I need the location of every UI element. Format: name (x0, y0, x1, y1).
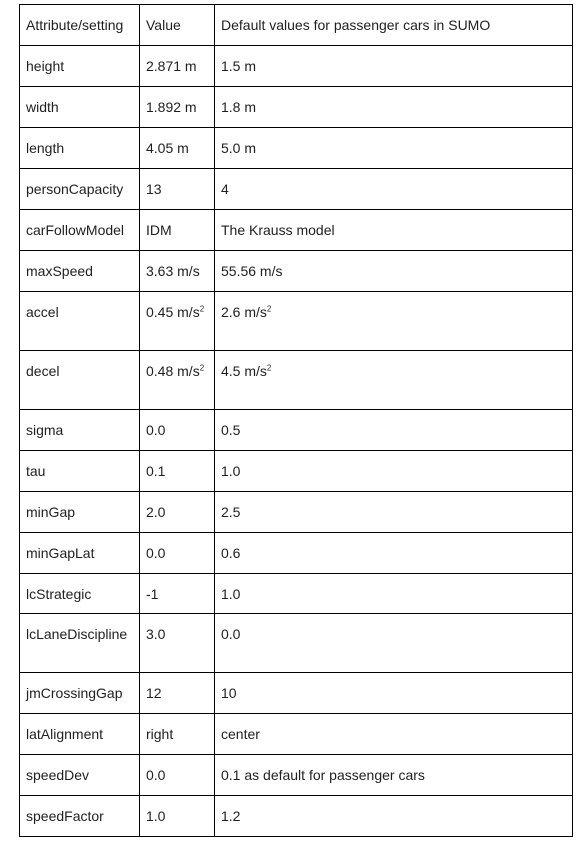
header-row (20, 5, 573, 46)
value-exponent: 2 (199, 304, 205, 314)
attribute-cell: speedDev (20, 755, 140, 796)
attribute-cell: jmCrossingGap (20, 673, 140, 714)
attribute-cell: lcLaneDiscipline (20, 614, 140, 673)
default-cell: 1.0 (215, 574, 573, 614)
value-cell (140, 351, 215, 410)
attribute-cell: latAlignment (20, 714, 140, 755)
table-row (20, 46, 573, 87)
table-row (20, 492, 573, 533)
value-cell (140, 292, 215, 351)
table-row (20, 210, 573, 251)
default-cell: 4 (215, 169, 573, 210)
value-cell: 2.0 (140, 492, 215, 533)
table-row (20, 451, 573, 492)
default-cell: 1.8 m (215, 87, 573, 128)
value-cell: 12 (140, 673, 215, 714)
default-exponent: 2 (266, 363, 272, 373)
default-cell: 1.2 (215, 796, 573, 837)
default-text: 4.5 m/s (221, 363, 267, 379)
value-cell: IDM (140, 210, 215, 251)
default-cell: 5.0 m (215, 128, 573, 169)
table-row (20, 351, 573, 410)
value-cell: 0.0 (140, 410, 215, 451)
attribute-cell: height (20, 46, 140, 87)
attribute-cell: minGap (20, 492, 140, 533)
table-row (20, 673, 573, 714)
value-cell: 3.63 m/s (140, 251, 215, 292)
value-text: 0.45 m/s (146, 304, 200, 320)
table-row (20, 410, 573, 451)
default-cell: 2.5 (215, 492, 573, 533)
attribute-cell: length (20, 128, 140, 169)
default-cell: 0.0 (215, 614, 573, 673)
value-text: 0.48 m/s (146, 363, 200, 379)
attribute-cell: carFollowModel (20, 210, 140, 251)
default-cell (215, 351, 573, 410)
default-cell (215, 292, 573, 351)
value-cell: 0.0 (140, 533, 215, 574)
attribute-cell: tau (20, 451, 140, 492)
table-row (20, 292, 573, 351)
value-cell: 3.0 (140, 614, 215, 673)
default-cell: 10 (215, 673, 573, 714)
value-cell: -1 (140, 574, 215, 614)
table-row (20, 755, 573, 796)
default-cell: 0.1 as default for passenger cars (215, 755, 573, 796)
attribute-cell: sigma (20, 410, 140, 451)
default-text: 2.6 m/s (221, 304, 267, 320)
default-cell: The Krauss model (215, 210, 573, 251)
value-cell: 13 (140, 169, 215, 210)
attribute-cell: lcStrategic (20, 574, 140, 614)
table-row (20, 796, 573, 837)
attribute-cell: minGapLat (20, 533, 140, 574)
document-page (19, 4, 573, 837)
attribute-cell: width (20, 87, 140, 128)
header-default: Default values for passenger cars in SUMO (215, 5, 573, 46)
value-cell: 2.871 m (140, 46, 215, 87)
value-cell: 1.892 m (140, 87, 215, 128)
attribute-cell: decel (20, 351, 140, 410)
table-row (20, 251, 573, 292)
header-value: Value (140, 5, 215, 46)
value-exponent: 2 (199, 363, 205, 373)
table-row (20, 169, 573, 210)
value-cell: right (140, 714, 215, 755)
table-row (20, 128, 573, 169)
vehicle-parameters-table (19, 4, 573, 837)
table-row (20, 714, 573, 755)
table-row (20, 614, 573, 673)
value-cell: 4.05 m (140, 128, 215, 169)
value-cell: 1.0 (140, 796, 215, 837)
value-cell: 0.0 (140, 755, 215, 796)
default-exponent: 2 (266, 304, 272, 314)
attribute-cell: accel (20, 292, 140, 351)
default-cell: center (215, 714, 573, 755)
table-row (20, 574, 573, 614)
default-cell: 0.5 (215, 410, 573, 451)
default-cell: 1.0 (215, 451, 573, 492)
value-cell: 0.1 (140, 451, 215, 492)
default-cell: 55.56 m/s (215, 251, 573, 292)
default-cell: 0.6 (215, 533, 573, 574)
table-row (20, 87, 573, 128)
default-cell: 1.5 m (215, 46, 573, 87)
attribute-cell: personCapacity (20, 169, 140, 210)
table-row (20, 533, 573, 574)
header-attribute: Attribute/setting (20, 5, 140, 46)
attribute-cell: speedFactor (20, 796, 140, 837)
attribute-cell: maxSpeed (20, 251, 140, 292)
